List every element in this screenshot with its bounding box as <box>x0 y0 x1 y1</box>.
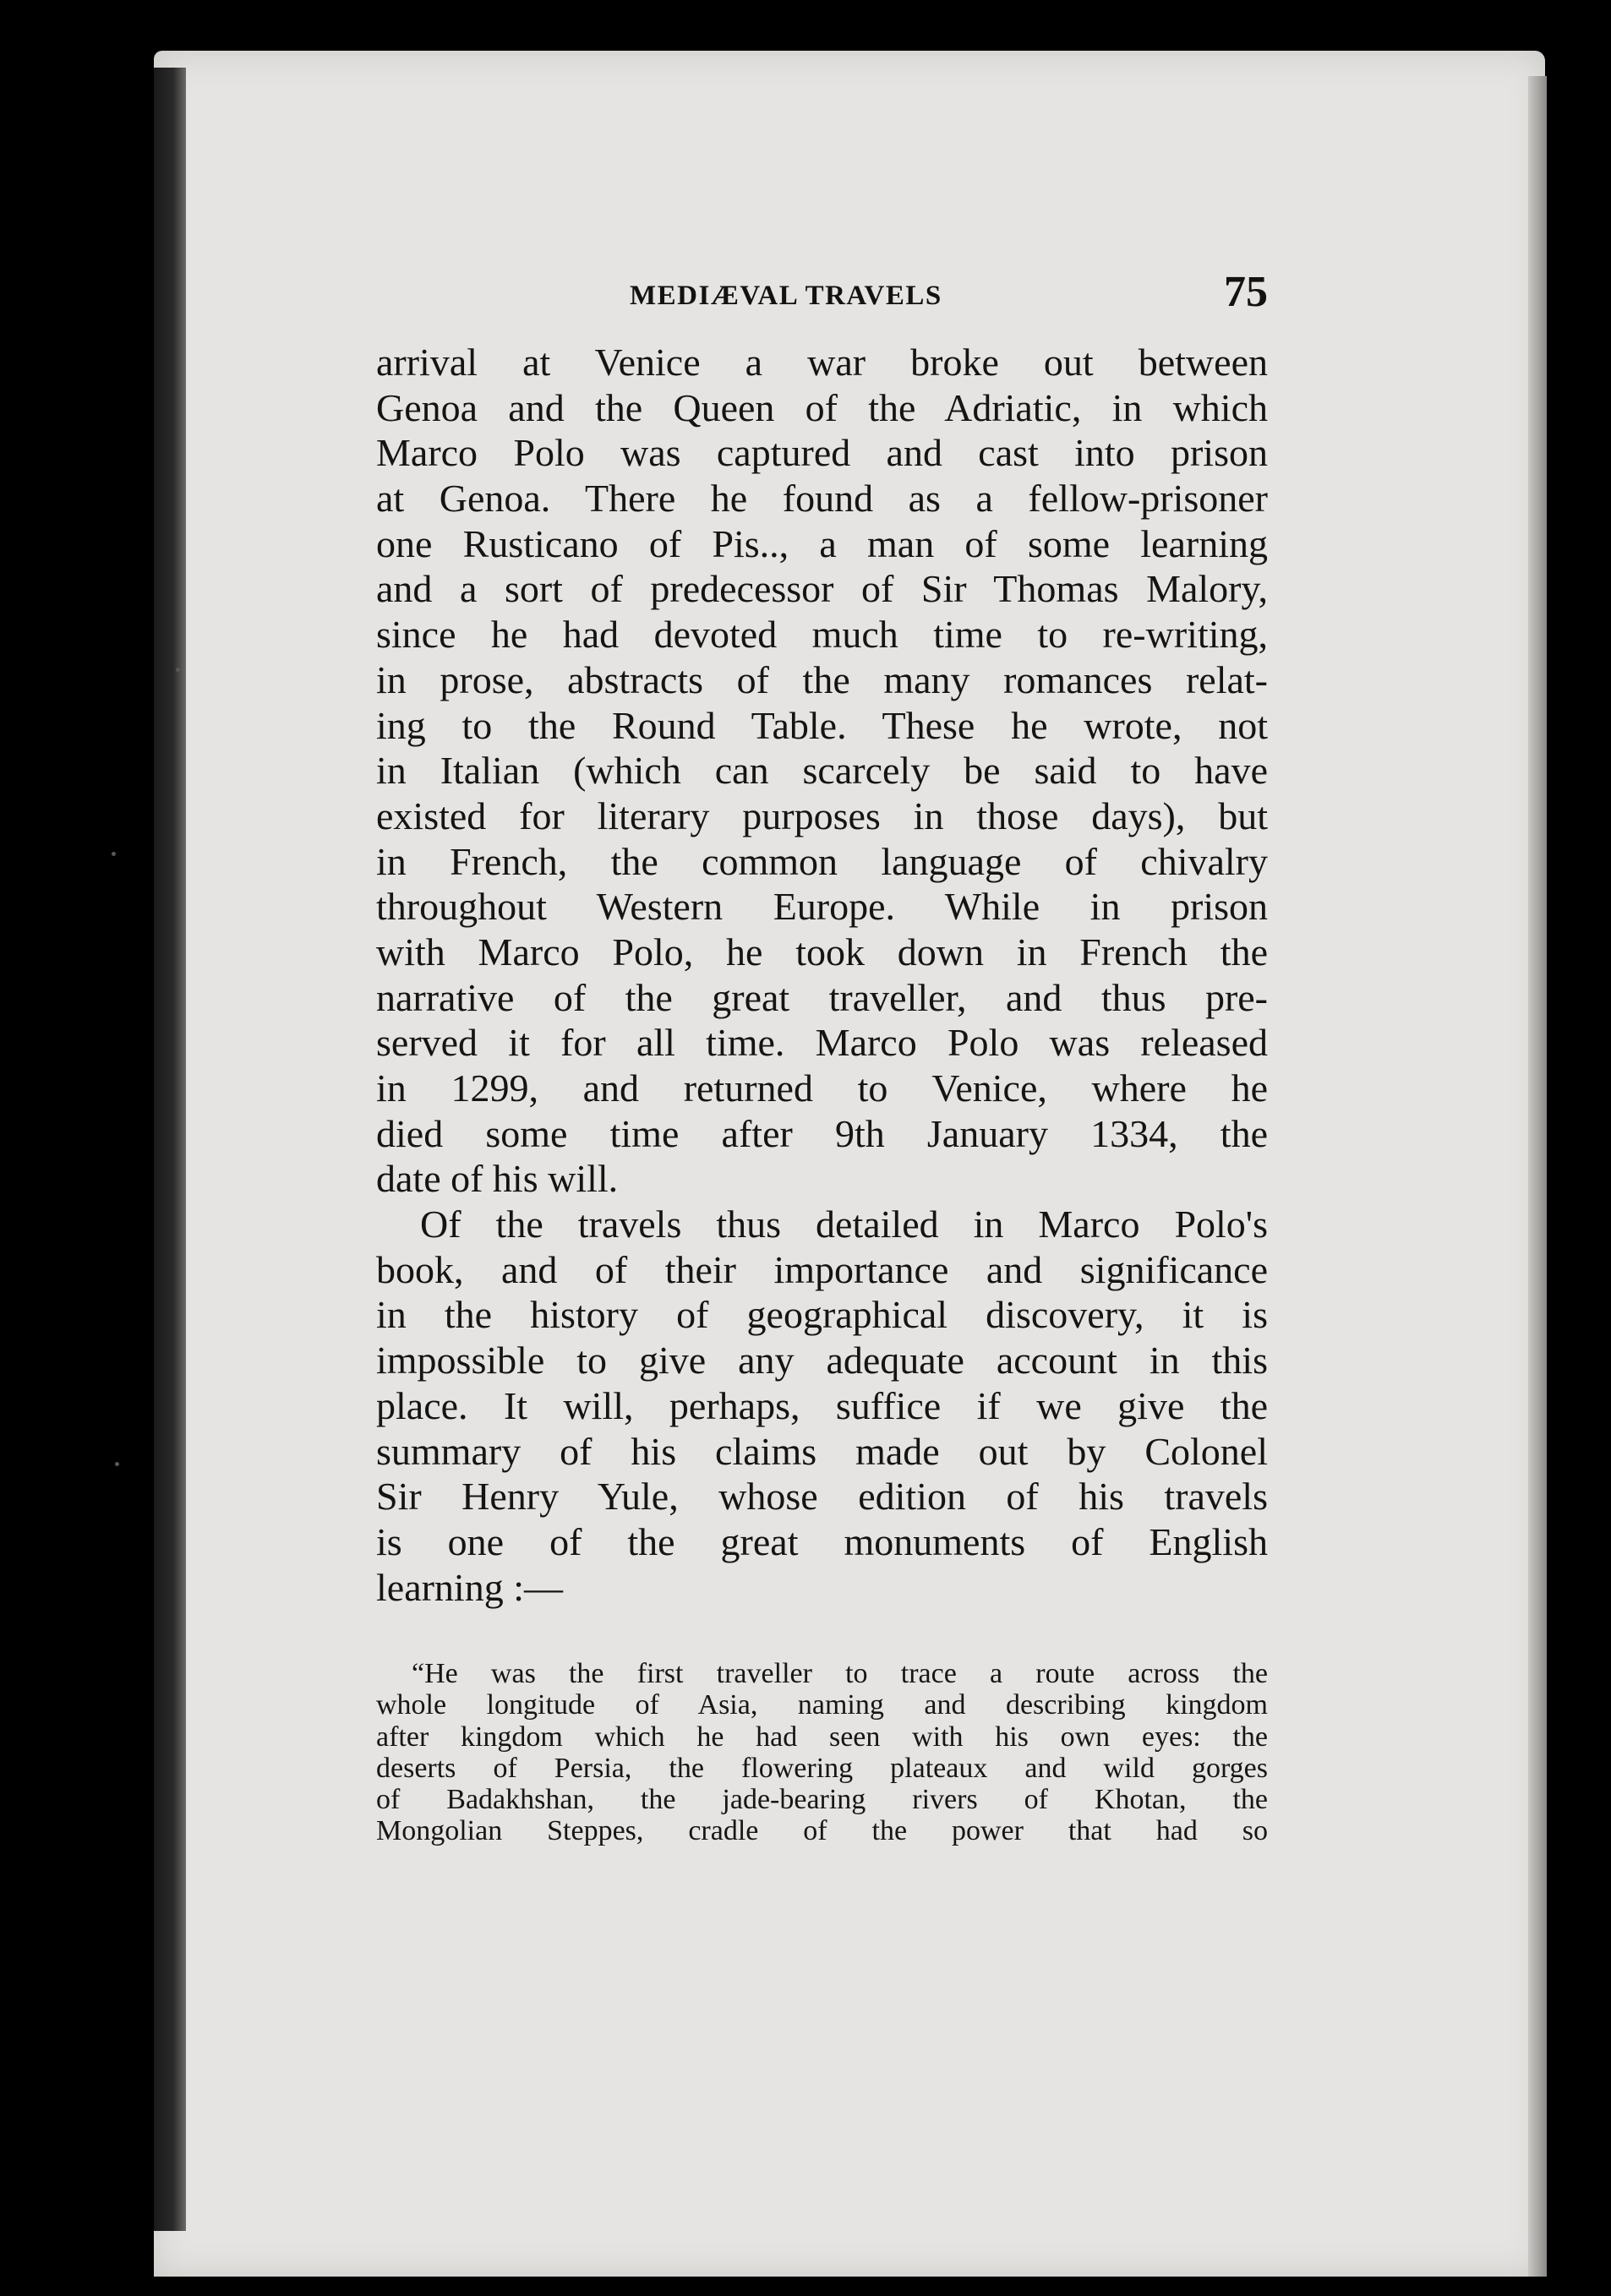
text-line: Genoa and the Queen of the Adriatic, in which <box>376 385 1268 429</box>
text-line: in French, the common language of chivalry <box>376 839 1268 883</box>
block-quote <box>376 1658 1268 1847</box>
text-line: Sir Henry Yule, whose edition of his travels <box>376 1475 1268 1519</box>
text-line: summary of his claims made out by Colonel <box>376 1429 1268 1473</box>
text-line: Of the travels thus detailed in Marco Polo's <box>420 1203 1268 1246</box>
text-line: existed for literary purposes in those days), but <box>376 794 1268 837</box>
page-number: 75 <box>1224 268 1268 316</box>
text-line: date of his will. <box>376 1157 619 1201</box>
text-line: in the history of geographical discovery, it is <box>376 1293 1268 1337</box>
text-line: served it for all time. Marco Polo was released <box>376 1021 1268 1065</box>
text-line: in Italian (which can scarcely be said to have <box>376 749 1268 793</box>
quote-line: “He was the first traveller to trace a route across the <box>412 1658 1268 1689</box>
text-line: impossible to give any adequate account in this <box>376 1339 1268 1383</box>
binding-gutter <box>154 68 186 2231</box>
text-line: Marco Polo was captured and cast into prison <box>376 431 1268 475</box>
scan-speck <box>112 852 116 856</box>
text-line: is one of the great monuments of English <box>376 1519 1268 1563</box>
quote-line: of Badakhshan, the jade-bearing rivers of Khotan, the <box>376 1784 1268 1816</box>
text-line: since he had devoted much time to re-writing, <box>376 613 1268 657</box>
scan-speck <box>176 668 180 672</box>
quote-line: Mongolian Steppes, cradle of the power that had so <box>376 1815 1268 1847</box>
text-line: with Marco Polo, he took down in French the <box>376 930 1268 973</box>
text-line: in 1299, and returned to Venice, where he <box>376 1066 1268 1110</box>
text-line: at Genoa. There he found as a fellow-prisoner <box>376 477 1268 521</box>
text-line: place. It will, perhaps, suffice if we give the <box>376 1383 1268 1427</box>
scan-speck <box>115 1462 119 1466</box>
quote-line: whole longitude of Asia, naming and describing kingdom <box>376 1689 1268 1721</box>
page-header <box>376 267 1268 343</box>
quote-line: after kingdom which he had seen with his own eyes: the <box>376 1721 1268 1753</box>
text-line: one Rusticano of Pis.., a man of some learning <box>376 521 1268 565</box>
text-line: book, and of their importance and significance <box>376 1247 1268 1291</box>
text-line: narrative of the great traveller, and thus pre- <box>376 975 1268 1019</box>
text-line: learning :— <box>376 1565 563 1609</box>
quote-line: deserts of Persia, the flowering plateaux and wild gorges <box>376 1752 1268 1784</box>
text-line: throughout Western Europe. While in prison <box>376 885 1268 929</box>
body-text <box>376 340 1268 1610</box>
text-line: arrival at Venice a war broke out between <box>376 341 1268 384</box>
page-edge-shadow <box>1528 76 1547 2277</box>
text-line: in prose, abstracts of the many romances relat- <box>376 657 1268 701</box>
running-head: MEDIÆVAL TRAVELS <box>630 281 942 311</box>
text-line: ing to the Round Table. These he wrote, not <box>376 703 1268 747</box>
text-line: died some time after 9th January 1334, the <box>376 1111 1268 1155</box>
text-line: and a sort of predecessor of Sir Thomas Malory, <box>376 567 1268 611</box>
